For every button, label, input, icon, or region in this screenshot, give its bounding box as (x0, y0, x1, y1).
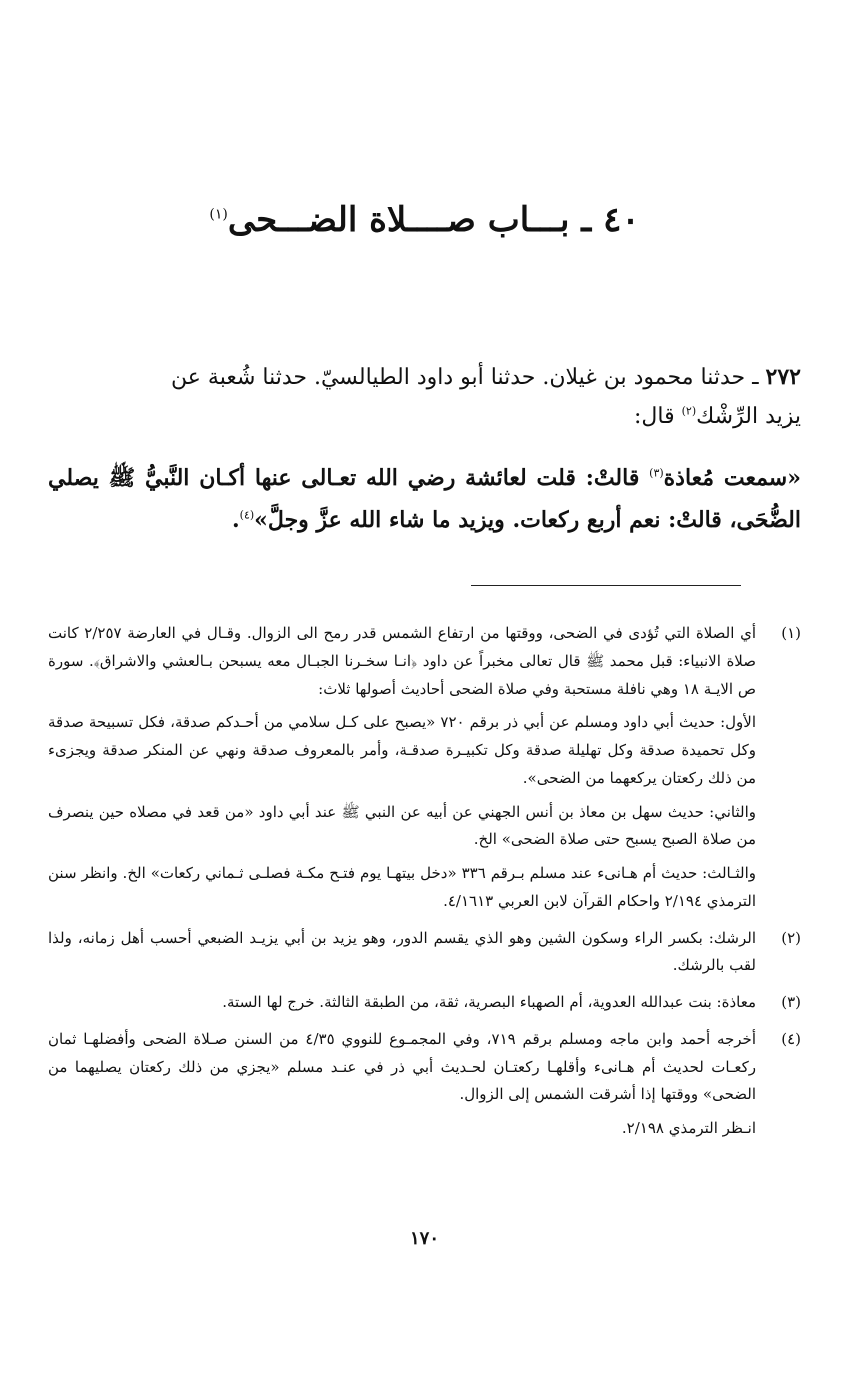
footnote-divider (471, 585, 741, 586)
matn-footnote-ref-b: (٤) (239, 508, 255, 522)
matn-footnote-ref-a: (٣) (649, 466, 664, 480)
footnote-paragraph: والثاني: حديث سهل بن معاذ بن أنس الجهني عن أبيه عن النبي ﷺ عند أبي داود «من قعد في مصلاه حين ينصرف من صلاة الصبح يسبح حتى صلاة الضحى» الخ. (48, 802, 756, 849)
matn-part-b: قالتْ: قلت لعائشة رضي الله تعـالى عنها أكـان النَّبيُّ ﷺ يصلي الضُّحَى، قالتْ: نعم أربع ركعات. ويزيد ما شاء الله عزَّ وجلَّ» (48, 465, 801, 533)
footnote-marker: (٤) (781, 1029, 801, 1048)
footnote-paragraph: أي الصلاة التي تُؤدى في الضحى، ووقتها من ارتفاع الشمس قدر رمح الى الزوال. وقـال في العارضة ٢/٢٥٧ كانت صلاة الانبياء: قبل محمد ﷺ قال تعالى مخبراً عن داود ﴿انـا سخـرنا الجبـال معه يسبحن بـالعشي والاشراق﴾. سورة ص الايـة ١٨ وهي نافلة مستحبة وفي صلاة الضحى أحاديث أصولها ثلاث: (48, 624, 756, 698)
footnote-1 (48, 620, 801, 922)
hadith-isnad (48, 358, 801, 436)
chapter-title-text: ٤٠ ـ بـــاب صــــلاة الضـــحى (227, 200, 640, 240)
footnote-paragraph: معاذة: بنت عبدالله العدوية، أم الصهباء البصرية، ثقة، من الطبقة الثالثة. خرج لها الستة. (222, 993, 756, 1011)
footnote-2 (48, 925, 801, 987)
footnotes (48, 620, 801, 1152)
isnad-footnote-ref: (٢) (681, 404, 697, 418)
hadith-number: ٢٧٢ (765, 364, 801, 390)
isnad-line-1: ـ حدثنا محمود بن غيلان. حدثنا أبو داود الطيالسيّ. حدثنا شُعبة عن (171, 365, 759, 390)
matn-end: . (231, 506, 240, 533)
footnote-3 (48, 989, 801, 1023)
chapter-title (0, 200, 849, 240)
chapter-footnote-ref: (١) (209, 206, 228, 223)
footnote-marker: (٣) (781, 993, 801, 1011)
footnote-marker: (١) (781, 624, 801, 642)
footnote-paragraph: الأول: حديث أبي داود ومسلم عن أبي ذر برقم ٧٢٠ «يصبح على كـل سلامي من أحـدكم صدقة، فكل تسبيحة صدقة وكل تحميدة صدقة وكل تهليلة صدقة وكل تكبيـرة صدقـة، وأمر بالمعروف صدقة ونهي عن المنكر صدقة ويجزىء من ذلك ركعتان يركعهما من الضحى». (48, 713, 756, 787)
footnote-body (48, 1026, 756, 1149)
page-number: ١٧٠ (409, 1228, 439, 1249)
footnote-paragraph: انـظر الترمذي ٢/١٩٨. (621, 1119, 756, 1137)
isnad-end: قال: (634, 403, 682, 429)
footnote-paragraph: أخرجه أحمد وابن ماجه ومسلم برقم ٧١٩، وفي المجمـوع للنووي ٤/٣٥ من السنن صـلاة الضحى وأفضلهـا ثمان ركعـات لحديث أم هـانىء وأقلهـا ركعتـان لحـديث أبي ذر في عنـد مسلم «يجزي من ذلك ركعتان يصليهما من الضحى» ووقتها إذا أشرقت الشمس إلى الزوال. (48, 1029, 756, 1104)
footnote-body (48, 925, 756, 987)
footnote-marker: (٢) (781, 928, 801, 947)
isnad-line-2: يزيد الرِّشْك (696, 403, 801, 429)
hadith-matn (48, 458, 801, 542)
footnote-4 (48, 1026, 801, 1149)
footnote-paragraph: والثـالث: حديث أم هـانىء عند مسلم بـرقم ٣٣٦ «دخل بيتهـا يوم فتـح مكـة فصلـى ثـماني ركعات» الخ. وانظر سنن الترمذي ٢/١٩٤ واحكام القرآن لابن العربي ٤/١٦١٣. (48, 864, 756, 910)
matn-part-a: «سمعت مُعاذة (663, 465, 801, 491)
footnote-paragraph: الرشك: بكسر الراء وسكون الشين وهو الذي يقسم الدور، وهو يزيد بن أبي يزيـد الضبعي أحسب أهل زمانه، ولذا لقب بالرشك. (48, 928, 756, 975)
footnote-body (48, 989, 756, 1023)
footnote-body (48, 620, 756, 922)
